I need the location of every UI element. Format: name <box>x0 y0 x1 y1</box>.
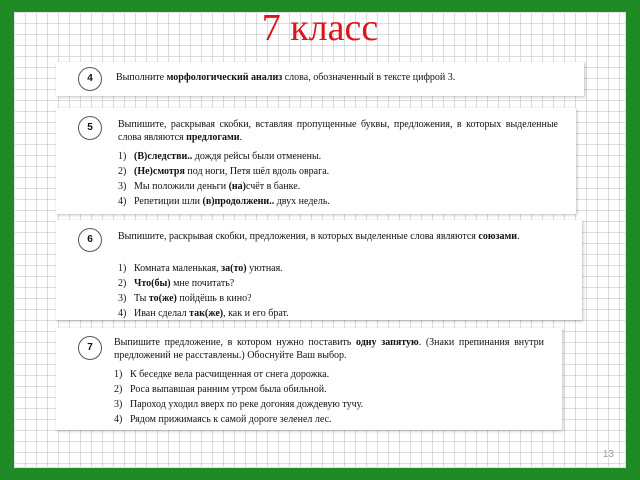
answer-option: 4) Рядом прижимаясь к самой дороге зеленел лес. <box>114 414 332 425</box>
answer-options <box>114 368 363 428</box>
answer-option: 1) (В)следстви.. дождя рейсы были отменены. <box>118 151 322 162</box>
task-prompt: Выполните морфологический анализ слова, обозначенный в тексте цифрой 3. <box>116 72 456 83</box>
task-card-5 <box>56 108 576 214</box>
page-number: 13 <box>602 449 614 460</box>
task-card-4 <box>56 62 584 96</box>
task-number-badge: 6 <box>78 228 102 252</box>
answer-option: 2) Роса выпавшая ранним утром была обильной. <box>114 384 327 395</box>
answer-option: 4) Иван сделал так(же), как и его брат. <box>118 308 289 319</box>
answer-option: 2) (Не)смотря под ноги, Петя шёл вдоль оврага. <box>118 166 330 177</box>
task-prompt: Выпишите предложение, в котором нужно поставить одну запятую. (Знаки препинания внутри предложений не расставлены.) Обоснуйте Ваш выбор. <box>114 337 544 361</box>
task-number-badge: 7 <box>78 336 102 360</box>
answer-option: 3) Мы положили деньги (на)счёт в банке. <box>118 181 301 192</box>
answer-option: 3) Пароход уходил вверх по реке догоняя дождевую тучу. <box>114 399 364 410</box>
answer-options <box>118 150 330 210</box>
task-prompt: Выпишите, раскрывая скобки, вставляя пропущенные буквы, предложения, в которых выделенные слова являются предлогами. <box>118 119 558 143</box>
answer-option: 3) Ты то(же) пойдёшь в кино? <box>118 293 252 304</box>
task-prompt: Выпишите, раскрывая скобки, предложения, в которых выделенные слова являются союзами. <box>118 231 520 242</box>
task-card-6 <box>56 220 582 320</box>
answer-option: 4) Репетиции шли (в)продолжени.. двух недель. <box>118 196 330 207</box>
answer-options <box>118 262 289 322</box>
answer-option: 2) Что(бы) мне почитать? <box>118 278 235 289</box>
answer-option: 1) Комната маленькая, за(то) уютная. <box>118 263 283 274</box>
slide-title: 7 класс <box>261 7 379 49</box>
task-card-7 <box>56 328 562 430</box>
answer-option: 1) К беседке вела расчищенная от снега дорожка. <box>114 369 330 380</box>
task-number-badge: 5 <box>78 116 102 140</box>
task-number-badge: 4 <box>78 67 102 91</box>
